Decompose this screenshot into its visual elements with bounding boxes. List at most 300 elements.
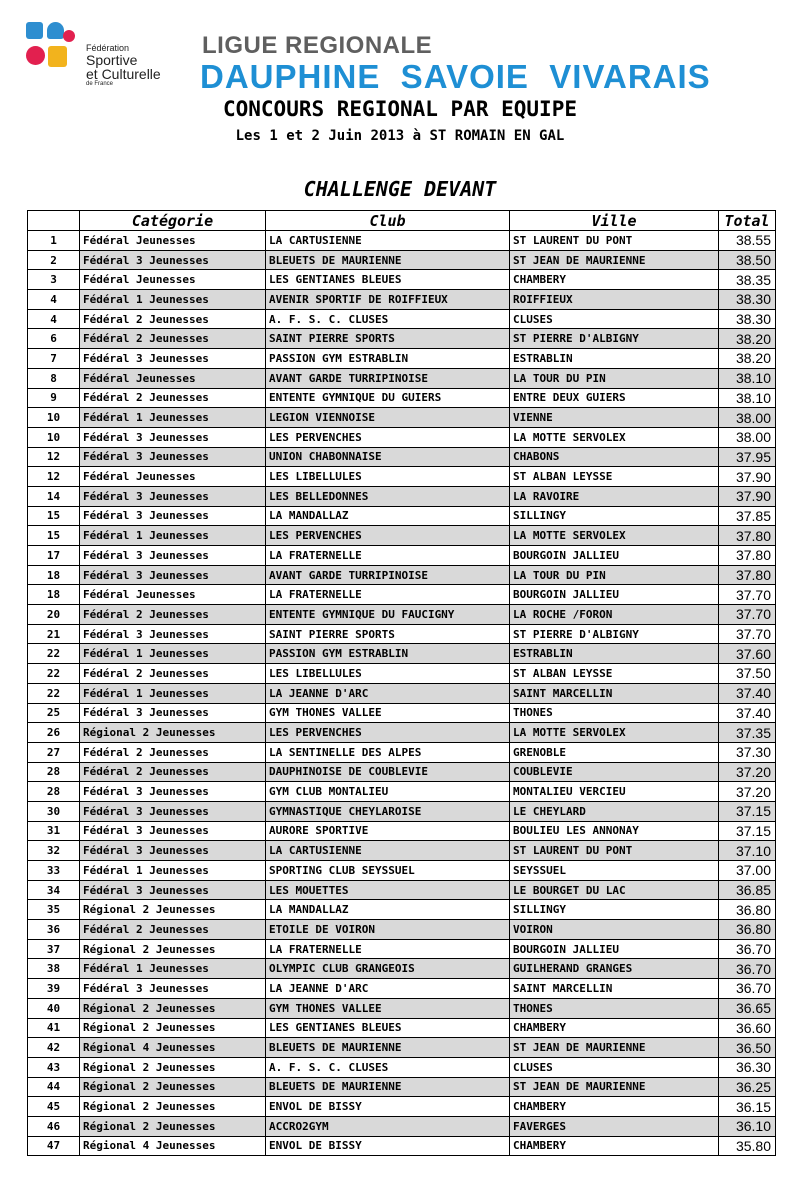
categorie-cell: Fédéral 3 Jeunesses — [80, 546, 266, 566]
logo-line-3: et Culturelle — [86, 66, 161, 82]
rank-cell: 22 — [28, 664, 80, 684]
total-cell: 37.35 — [719, 723, 776, 743]
categorie-cell: Fédéral 1 Jeunesses — [80, 408, 266, 428]
header-club: Club — [266, 211, 510, 231]
club-cell: AVANT GARDE TURRIPINOISE — [266, 368, 510, 388]
ville-cell: CHAMBERY — [510, 1097, 719, 1117]
total-cell: 36.70 — [719, 939, 776, 959]
table-row — [28, 546, 776, 566]
rank-cell: 9 — [28, 388, 80, 408]
rank-cell: 28 — [28, 762, 80, 782]
total-cell: 37.90 — [719, 467, 776, 487]
total-cell: 37.20 — [719, 782, 776, 802]
logo-shape-dot — [63, 30, 75, 42]
total-cell: 36.65 — [719, 998, 776, 1018]
club-cell: SPORTING CLUB SEYSSUEL — [266, 861, 510, 881]
total-cell: 37.80 — [719, 526, 776, 546]
table-row — [28, 1116, 776, 1136]
rank-cell: 45 — [28, 1097, 80, 1117]
club-cell: LES GENTIANES BLEUES — [266, 1018, 510, 1038]
rank-cell: 27 — [28, 742, 80, 762]
total-cell: 38.00 — [719, 427, 776, 447]
total-cell: 37.80 — [719, 565, 776, 585]
rank-cell: 10 — [28, 408, 80, 428]
ville-cell: SAINT MARCELLIN — [510, 683, 719, 703]
categorie-cell: Fédéral 3 Jeunesses — [80, 624, 266, 644]
club-cell: ENTENTE GYMNIQUE DU FAUCIGNY — [266, 605, 510, 625]
club-cell: PASSION GYM ESTRABLIN — [266, 349, 510, 369]
categorie-cell: Fédéral 2 Jeunesses — [80, 742, 266, 762]
categorie-cell: Régional 2 Jeunesses — [80, 1057, 266, 1077]
club-cell: PASSION GYM ESTRABLIN — [266, 644, 510, 664]
ville-cell: CHABONS — [510, 447, 719, 467]
categorie-cell: Fédéral 3 Jeunesses — [80, 427, 266, 447]
total-cell: 37.30 — [719, 742, 776, 762]
categorie-cell: Fédéral 1 Jeunesses — [80, 290, 266, 310]
ville-cell: FAVERGES — [510, 1116, 719, 1136]
categorie-cell: Fédéral Jeunesses — [80, 585, 266, 605]
ville-cell: SILLINGY — [510, 900, 719, 920]
rank-cell: 26 — [28, 723, 80, 743]
total-cell: 37.85 — [719, 506, 776, 526]
table-row — [28, 644, 776, 664]
total-cell: 37.60 — [719, 644, 776, 664]
club-cell: SAINT PIERRE SPORTS — [266, 624, 510, 644]
rank-cell: 4 — [28, 309, 80, 329]
categorie-cell: Fédéral Jeunesses — [80, 270, 266, 290]
table-row — [28, 1018, 776, 1038]
rank-cell: 3 — [28, 270, 80, 290]
total-cell: 37.15 — [719, 801, 776, 821]
ville-cell: ST LAURENT DU PONT — [510, 841, 719, 861]
table-row — [28, 467, 776, 487]
rank-cell: 40 — [28, 998, 80, 1018]
table-row — [28, 605, 776, 625]
club-cell: LES MOUETTES — [266, 880, 510, 900]
ville-cell: ESTRABLIN — [510, 644, 719, 664]
total-cell: 37.90 — [719, 486, 776, 506]
club-cell: AURORE SPORTIVE — [266, 821, 510, 841]
ville-cell: THONES — [510, 703, 719, 723]
rank-cell: 8 — [28, 368, 80, 388]
categorie-cell: Fédéral 1 Jeunesses — [80, 526, 266, 546]
rank-cell: 15 — [28, 506, 80, 526]
table-row — [28, 329, 776, 349]
table-row — [28, 624, 776, 644]
categorie-cell: Fédéral 1 Jeunesses — [80, 959, 266, 979]
club-cell: SAINT PIERRE SPORTS — [266, 329, 510, 349]
header-total: Total — [719, 211, 776, 231]
logo-shape-c — [26, 46, 45, 65]
categorie-cell: Fédéral 3 Jeunesses — [80, 841, 266, 861]
ligue-title: LIGUE REGIONALE — [202, 32, 433, 59]
categorie-cell: Régional 2 Jeunesses — [80, 1018, 266, 1038]
total-cell: 36.60 — [719, 1018, 776, 1038]
categorie-cell: Fédéral 2 Jeunesses — [80, 605, 266, 625]
table-row — [28, 1136, 776, 1156]
categorie-cell: Fédéral 3 Jeunesses — [80, 821, 266, 841]
total-cell: 38.20 — [719, 329, 776, 349]
total-cell: 38.20 — [719, 349, 776, 369]
table-row — [28, 723, 776, 743]
ville-cell: CHAMBERY — [510, 270, 719, 290]
total-cell: 37.15 — [719, 821, 776, 841]
table-row — [28, 270, 776, 290]
club-cell: LA JEANNE D'ARC — [266, 979, 510, 999]
categorie-cell: Régional 2 Jeunesses — [80, 1077, 266, 1097]
club-cell: ENVOL DE BISSY — [266, 1097, 510, 1117]
total-cell: 36.80 — [719, 920, 776, 940]
region-title: DAUPHINE SAVOIE VIVARAIS — [200, 58, 711, 95]
ville-cell: LA RAVOIRE — [510, 486, 719, 506]
ville-cell: MONTALIEU VERCIEU — [510, 782, 719, 802]
categorie-cell: Régional 2 Jeunesses — [80, 1116, 266, 1136]
club-cell: LA SENTINELLE DES ALPES — [266, 742, 510, 762]
categorie-cell: Fédéral 2 Jeunesses — [80, 329, 266, 349]
ville-cell: ESTRABLIN — [510, 349, 719, 369]
rank-cell: 22 — [28, 644, 80, 664]
ville-cell: CLUSES — [510, 1057, 719, 1077]
table-header-row — [28, 211, 776, 231]
rank-cell: 10 — [28, 427, 80, 447]
ville-cell: LA TOUR DU PIN — [510, 368, 719, 388]
categorie-cell: Fédéral 1 Jeunesses — [80, 644, 266, 664]
club-cell: LES BELLEDONNES — [266, 486, 510, 506]
categorie-cell: Fédéral 1 Jeunesses — [80, 683, 266, 703]
categorie-cell: Fédéral 3 Jeunesses — [80, 979, 266, 999]
table-row — [28, 900, 776, 920]
header-categorie: Catégorie — [80, 211, 266, 231]
ville-cell: CHAMBERY — [510, 1136, 719, 1156]
ville-cell: ST LAURENT DU PONT — [510, 231, 719, 251]
total-cell: 37.20 — [719, 762, 776, 782]
club-cell: DAUPHINOISE DE COUBLEVIE — [266, 762, 510, 782]
club-cell: LES GENTIANES BLEUES — [266, 270, 510, 290]
ville-cell: BOULIEU LES ANNONAY — [510, 821, 719, 841]
ville-cell: LA MOTTE SERVOLEX — [510, 427, 719, 447]
rank-cell: 47 — [28, 1136, 80, 1156]
categorie-cell: Fédéral 2 Jeunesses — [80, 920, 266, 940]
table-row — [28, 703, 776, 723]
categorie-cell: Régional 2 Jeunesses — [80, 723, 266, 743]
ville-cell: CLUSES — [510, 309, 719, 329]
categorie-cell: Fédéral 2 Jeunesses — [80, 664, 266, 684]
club-cell: LA MANDALLAZ — [266, 506, 510, 526]
club-cell: LA FRATERNELLE — [266, 585, 510, 605]
categorie-cell: Fédéral Jeunesses — [80, 467, 266, 487]
table-row — [28, 506, 776, 526]
ville-cell: THONES — [510, 998, 719, 1018]
ville-cell: SEYSSUEL — [510, 861, 719, 881]
ville-cell: BOURGOIN JALLIEU — [510, 939, 719, 959]
table-row — [28, 231, 776, 251]
total-cell: 36.70 — [719, 959, 776, 979]
club-cell: GYM CLUB MONTALIEU — [266, 782, 510, 802]
header-rank — [28, 211, 80, 231]
club-cell: AVANT GARDE TURRIPINOISE — [266, 565, 510, 585]
table-row — [28, 526, 776, 546]
ville-cell: ST ALBAN LEYSSE — [510, 467, 719, 487]
rank-cell: 32 — [28, 841, 80, 861]
rank-cell: 38 — [28, 959, 80, 979]
club-cell: GYMNASTIQUE CHEYLAROISE — [266, 801, 510, 821]
categorie-cell: Fédéral 3 Jeunesses — [80, 703, 266, 723]
rank-cell: 43 — [28, 1057, 80, 1077]
table-row — [28, 427, 776, 447]
total-cell: 38.10 — [719, 368, 776, 388]
club-cell: BLEUETS DE MAURIENNE — [266, 250, 510, 270]
logo-line-1: Fédération — [86, 43, 130, 53]
club-cell: ETOILE DE VOIRON — [266, 920, 510, 940]
club-cell: ACCRO2GYM — [266, 1116, 510, 1136]
rank-cell: 46 — [28, 1116, 80, 1136]
table-row — [28, 939, 776, 959]
logo-shape-f2 — [48, 46, 67, 67]
ville-cell: BOURGOIN JALLIEU — [510, 585, 719, 605]
total-cell: 36.15 — [719, 1097, 776, 1117]
results-table — [27, 210, 776, 1156]
table-row — [28, 979, 776, 999]
total-cell: 38.00 — [719, 408, 776, 428]
table-row — [28, 388, 776, 408]
club-cell: LES PERVENCHES — [266, 723, 510, 743]
rank-cell: 15 — [28, 526, 80, 546]
ville-cell: ROIFFIEUX — [510, 290, 719, 310]
table-row — [28, 368, 776, 388]
categorie-cell: Régional 2 Jeunesses — [80, 998, 266, 1018]
total-cell: 37.80 — [719, 546, 776, 566]
club-cell: LA FRATERNELLE — [266, 939, 510, 959]
ville-cell: GUILHERAND GRANGES — [510, 959, 719, 979]
ville-cell: ST ALBAN LEYSSE — [510, 664, 719, 684]
club-cell: LES PERVENCHES — [266, 526, 510, 546]
total-cell: 36.80 — [719, 900, 776, 920]
ville-cell: VOIRON — [510, 920, 719, 940]
ville-cell: ST PIERRE D'ALBIGNY — [510, 329, 719, 349]
rank-cell: 20 — [28, 605, 80, 625]
ville-cell: ST PIERRE D'ALBIGNY — [510, 624, 719, 644]
categorie-cell: Fédéral 3 Jeunesses — [80, 801, 266, 821]
total-cell: 37.40 — [719, 683, 776, 703]
total-cell: 37.00 — [719, 861, 776, 881]
categorie-cell: Fédéral 3 Jeunesses — [80, 486, 266, 506]
total-cell: 38.10 — [719, 388, 776, 408]
table-row — [28, 250, 776, 270]
categorie-cell: Fédéral Jeunesses — [80, 231, 266, 251]
table-row — [28, 486, 776, 506]
categorie-cell: Fédéral 3 Jeunesses — [80, 506, 266, 526]
total-cell: 38.30 — [719, 290, 776, 310]
total-cell: 37.70 — [719, 605, 776, 625]
table-row — [28, 309, 776, 329]
club-cell: LA CARTUSIENNE — [266, 841, 510, 861]
logo-shape-s — [47, 22, 64, 39]
logo-text — [86, 44, 161, 87]
club-cell: LA MANDALLAZ — [266, 900, 510, 920]
club-cell: LES PERVENCHES — [266, 427, 510, 447]
rank-cell: 35 — [28, 900, 80, 920]
categorie-cell: Fédéral 2 Jeunesses — [80, 388, 266, 408]
table-row — [28, 664, 776, 684]
club-cell: ENTENTE GYMNIQUE DU GUIERS — [266, 388, 510, 408]
total-cell: 36.50 — [719, 1038, 776, 1058]
categorie-cell: Fédéral 3 Jeunesses — [80, 349, 266, 369]
categorie-cell: Fédéral 2 Jeunesses — [80, 762, 266, 782]
club-cell: UNION CHABONNAISE — [266, 447, 510, 467]
rank-cell: 21 — [28, 624, 80, 644]
rank-cell: 36 — [28, 920, 80, 940]
club-cell: A. F. S. C. CLUSES — [266, 1057, 510, 1077]
table-row — [28, 447, 776, 467]
rank-cell: 41 — [28, 1018, 80, 1038]
total-cell: 38.30 — [719, 309, 776, 329]
table-row — [28, 821, 776, 841]
club-cell: LES LIBELLULES — [266, 467, 510, 487]
concours-title: CONCOURS REGIONAL PAR EQUIPE — [222, 97, 577, 121]
club-cell: BLEUETS DE MAURIENNE — [266, 1038, 510, 1058]
ville-cell: LA MOTTE SERVOLEX — [510, 526, 719, 546]
rank-cell: 31 — [28, 821, 80, 841]
club-cell: LA FRATERNELLE — [266, 546, 510, 566]
table-row — [28, 408, 776, 428]
ville-cell: LE CHEYLARD — [510, 801, 719, 821]
ville-cell: LA TOUR DU PIN — [510, 565, 719, 585]
total-cell: 36.30 — [719, 1057, 776, 1077]
table-row — [28, 290, 776, 310]
table-row — [28, 565, 776, 585]
table-row — [28, 880, 776, 900]
ville-cell: ENTRE DEUX GUIERS — [510, 388, 719, 408]
total-cell: 37.70 — [719, 585, 776, 605]
total-cell: 36.10 — [719, 1116, 776, 1136]
total-cell: 38.55 — [719, 231, 776, 251]
club-cell: BLEUETS DE MAURIENNE — [266, 1077, 510, 1097]
club-cell: GYM THONES VALLEE — [266, 998, 510, 1018]
table-row — [28, 998, 776, 1018]
ville-cell: LA ROCHE /FORON — [510, 605, 719, 625]
categorie-cell: Fédéral 3 Jeunesses — [80, 565, 266, 585]
total-cell: 37.50 — [719, 664, 776, 684]
club-cell: AVENIR SPORTIF DE ROIFFIEUX — [266, 290, 510, 310]
club-cell: LES LIBELLULES — [266, 664, 510, 684]
rank-cell: 17 — [28, 546, 80, 566]
logo-line-4: de France — [86, 81, 114, 87]
rank-cell: 14 — [28, 486, 80, 506]
club-cell: LA CARTUSIENNE — [266, 231, 510, 251]
table-row — [28, 959, 776, 979]
total-cell: 36.70 — [719, 979, 776, 999]
ville-cell: ST JEAN DE MAURIENNE — [510, 1077, 719, 1097]
table-row — [28, 920, 776, 940]
ville-cell: SILLINGY — [510, 506, 719, 526]
ville-cell: ST JEAN DE MAURIENNE — [510, 250, 719, 270]
table-row — [28, 1077, 776, 1097]
categorie-cell: Fédéral Jeunesses — [80, 368, 266, 388]
categorie-cell: Régional 2 Jeunesses — [80, 939, 266, 959]
ville-cell: VIENNE — [510, 408, 719, 428]
table-row — [28, 349, 776, 369]
ville-cell: SAINT MARCELLIN — [510, 979, 719, 999]
club-cell: LA JEANNE D'ARC — [266, 683, 510, 703]
total-cell: 35.80 — [719, 1136, 776, 1156]
total-cell: 38.35 — [719, 270, 776, 290]
categorie-cell: Fédéral 2 Jeunesses — [80, 309, 266, 329]
rank-cell: 37 — [28, 939, 80, 959]
rank-cell: 18 — [28, 565, 80, 585]
rank-cell: 25 — [28, 703, 80, 723]
ville-cell: CHAMBERY — [510, 1018, 719, 1038]
categorie-cell: Régional 2 Jeunesses — [80, 900, 266, 920]
rank-cell: 6 — [28, 329, 80, 349]
club-cell: A. F. S. C. CLUSES — [266, 309, 510, 329]
rank-cell: 7 — [28, 349, 80, 369]
rank-cell: 34 — [28, 880, 80, 900]
table-row — [28, 683, 776, 703]
ville-cell: BOURGOIN JALLIEU — [510, 546, 719, 566]
rank-cell: 18 — [28, 585, 80, 605]
ville-cell: LE BOURGET DU LAC — [510, 880, 719, 900]
total-cell: 36.25 — [719, 1077, 776, 1097]
ffsc-logo — [26, 22, 186, 100]
table-row — [28, 861, 776, 881]
rank-cell: 42 — [28, 1038, 80, 1058]
logo-shape-f — [26, 22, 43, 39]
categorie-cell: Fédéral 3 Jeunesses — [80, 782, 266, 802]
categorie-cell: Fédéral 3 Jeunesses — [80, 250, 266, 270]
event-date: Les 1 et 2 Juin 2013 à ST ROMAIN EN GAL — [235, 128, 565, 144]
categorie-cell: Fédéral 1 Jeunesses — [80, 861, 266, 881]
logo-line-2: Sportive — [86, 52, 138, 68]
club-cell: OLYMPIC CLUB GRANGEOIS — [266, 959, 510, 979]
total-cell: 36.85 — [719, 880, 776, 900]
club-cell: GYM THONES VALLEE — [266, 703, 510, 723]
table-row — [28, 585, 776, 605]
club-cell: ENVOL DE BISSY — [266, 1136, 510, 1156]
categorie-cell: Régional 2 Jeunesses — [80, 1097, 266, 1117]
club-cell: LEGION VIENNOISE — [266, 408, 510, 428]
ville-cell: GRENOBLE — [510, 742, 719, 762]
total-cell: 37.10 — [719, 841, 776, 861]
total-cell: 38.50 — [719, 250, 776, 270]
table-row — [28, 1038, 776, 1058]
ville-cell: COUBLEVIE — [510, 762, 719, 782]
rank-cell: 39 — [28, 979, 80, 999]
table-row — [28, 801, 776, 821]
rank-cell: 2 — [28, 250, 80, 270]
rank-cell: 44 — [28, 1077, 80, 1097]
header-ville: Ville — [510, 211, 719, 231]
ville-cell: LA MOTTE SERVOLEX — [510, 723, 719, 743]
rank-cell: 33 — [28, 861, 80, 881]
rank-cell: 28 — [28, 782, 80, 802]
table-row — [28, 762, 776, 782]
table-row — [28, 1057, 776, 1077]
categorie-cell: Régional 4 Jeunesses — [80, 1136, 266, 1156]
total-cell: 37.40 — [719, 703, 776, 723]
challenge-title: CHALLENGE DEVANT — [303, 177, 497, 201]
rank-cell: 12 — [28, 467, 80, 487]
table-row — [28, 742, 776, 762]
table-row — [28, 841, 776, 861]
rank-cell: 1 — [28, 231, 80, 251]
ville-cell: ST JEAN DE MAURIENNE — [510, 1038, 719, 1058]
rank-cell: 22 — [28, 683, 80, 703]
rank-cell: 30 — [28, 801, 80, 821]
rank-cell: 12 — [28, 447, 80, 467]
total-cell: 37.95 — [719, 447, 776, 467]
rank-cell: 4 — [28, 290, 80, 310]
table-row — [28, 782, 776, 802]
